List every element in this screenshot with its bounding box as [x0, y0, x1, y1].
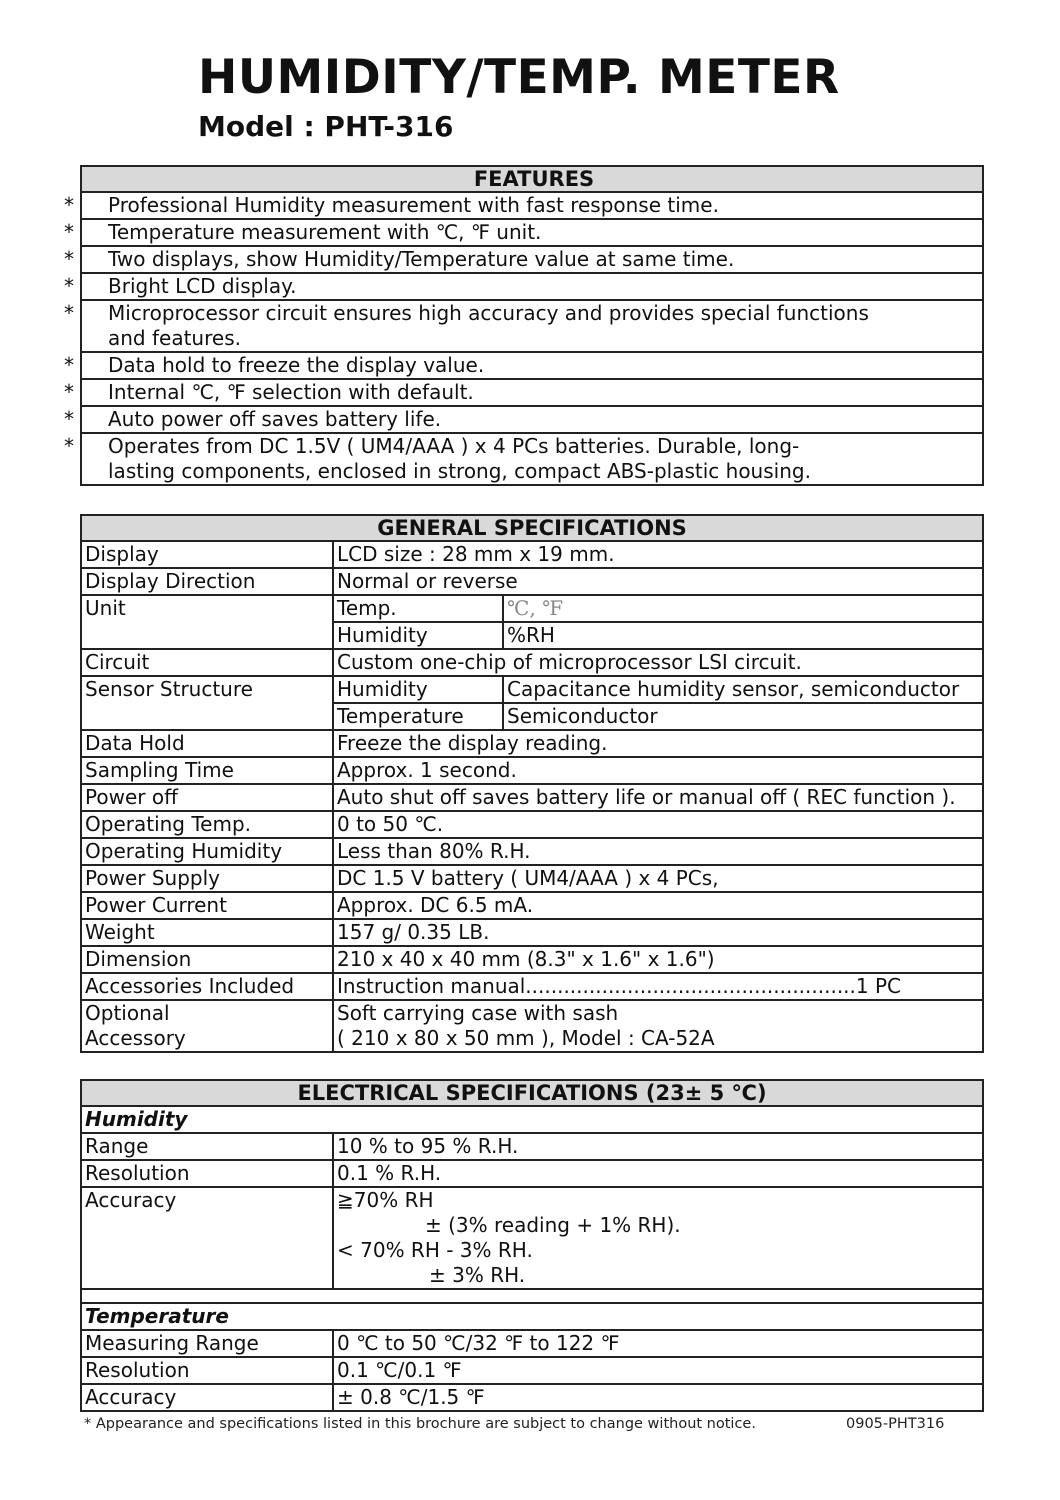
spec-row: Unit Temp. ℃, ℉: [81, 595, 983, 622]
spec-row: Temperature Semiconductor: [81, 703, 983, 730]
feature-item: * Microprocessor circuit ensures high accuracy and provides special functions and features.: [81, 300, 983, 352]
spec-row: Power off Auto shut off saves battery life or manual off ( REC function ).: [81, 784, 983, 811]
spec-row: Accuracy ≧70% RH ± (3% reading + 1% RH). < 70% RH - 3% RH. ± 3% RH.: [81, 1187, 983, 1289]
general-specs-heading: GENERAL SPECIFICATIONS: [81, 515, 983, 541]
humidity-accuracy: ≧70% RH ± (3% reading + 1% RH). < 70% RH - 3% RH. ± 3% RH.: [333, 1187, 983, 1289]
footnote: * Appearance and specifications listed in this brochure are subject to change without notice.: [84, 1416, 756, 1432]
electrical-specs-table: [80, 1079, 984, 1412]
spec-row: Accuracy ± 0.8 ℃/1.5 ℉: [81, 1384, 983, 1411]
spec-row: Weight 157 g/ 0.35 LB.: [81, 919, 983, 946]
spec-row: Power Current Approx. DC 6.5 mA.: [81, 892, 983, 919]
spec-row: Resolution 0.1 % R.H.: [81, 1160, 983, 1187]
document-code: 0905-PHT316: [846, 1416, 945, 1432]
feature-item: * Two displays, show Humidity/Temperature value at same time.: [81, 246, 983, 273]
features-heading: FEATURES: [81, 166, 983, 192]
spec-row: Display LCD size : 28 mm x 19 mm.: [81, 541, 983, 568]
spec-row: Measuring Range 0 ℃ to 50 ℃/32 ℉ to 122 ℉: [81, 1330, 983, 1357]
feature-item: * Internal ℃, ℉ selection with default.: [81, 379, 983, 406]
spec-row: Sensor Structure Humidity Capacitance humidity sensor, semiconductor: [81, 676, 983, 703]
feature-item: * Operates from DC 1.5V ( UM4/AAA ) x 4 PCs batteries. Durable, long-lasting components, enclosed in strong, compact ABS-plastic housing.: [81, 433, 983, 485]
model-number: Model : PHT-316: [198, 110, 454, 143]
general-specs-table: [80, 514, 984, 1053]
spec-row: Accessories Included Instruction manual....................................................1 PC: [81, 973, 983, 1000]
electrical-specs-heading: ELECTRICAL SPECIFICATIONS (23± 5 ℃): [81, 1080, 983, 1106]
spec-row: Operating Humidity Less than 80% R.H.: [81, 838, 983, 865]
spec-row: Display Direction Normal or reverse: [81, 568, 983, 595]
spec-row: Resolution 0.1 ℃/0.1 ℉: [81, 1357, 983, 1384]
feature-item: * Auto power off saves battery life.: [81, 406, 983, 433]
feature-item: * Temperature measurement with ℃, ℉ unit.: [81, 219, 983, 246]
features-table: [64, 165, 984, 486]
spec-row: Power Supply DC 1.5 V battery ( UM4/AAA ) x 4 PCs,: [81, 865, 983, 892]
feature-item: * Bright LCD display.: [81, 273, 983, 300]
spec-row: Sampling Time Approx. 1 second.: [81, 757, 983, 784]
spec-row: Data Hold Freeze the display reading.: [81, 730, 983, 757]
spec-row: Humidity %RH: [81, 622, 983, 649]
section-temperature: Temperature: [81, 1303, 983, 1330]
spec-row: Optional Accessory Soft carrying case with sash ( 210 x 80 x 50 mm ), Model : CA-52A: [81, 1000, 983, 1052]
feature-item: * Data hold to freeze the display value.: [81, 352, 983, 379]
document-title: HUMIDITY/TEMP. METER: [198, 50, 840, 105]
section-humidity: Humidity: [81, 1106, 983, 1133]
spec-row: Operating Temp. 0 to 50 ℃.: [81, 811, 983, 838]
spec-row: Range 10 % to 95 % R.H.: [81, 1133, 983, 1160]
spec-row: Circuit Custom one-chip of microprocessor LSI circuit.: [81, 649, 983, 676]
spec-row: Dimension 210 x 40 x 40 mm (8.3" x 1.6" x 1.6"): [81, 946, 983, 973]
feature-item: * Professional Humidity measurement with fast response time.: [81, 192, 983, 219]
